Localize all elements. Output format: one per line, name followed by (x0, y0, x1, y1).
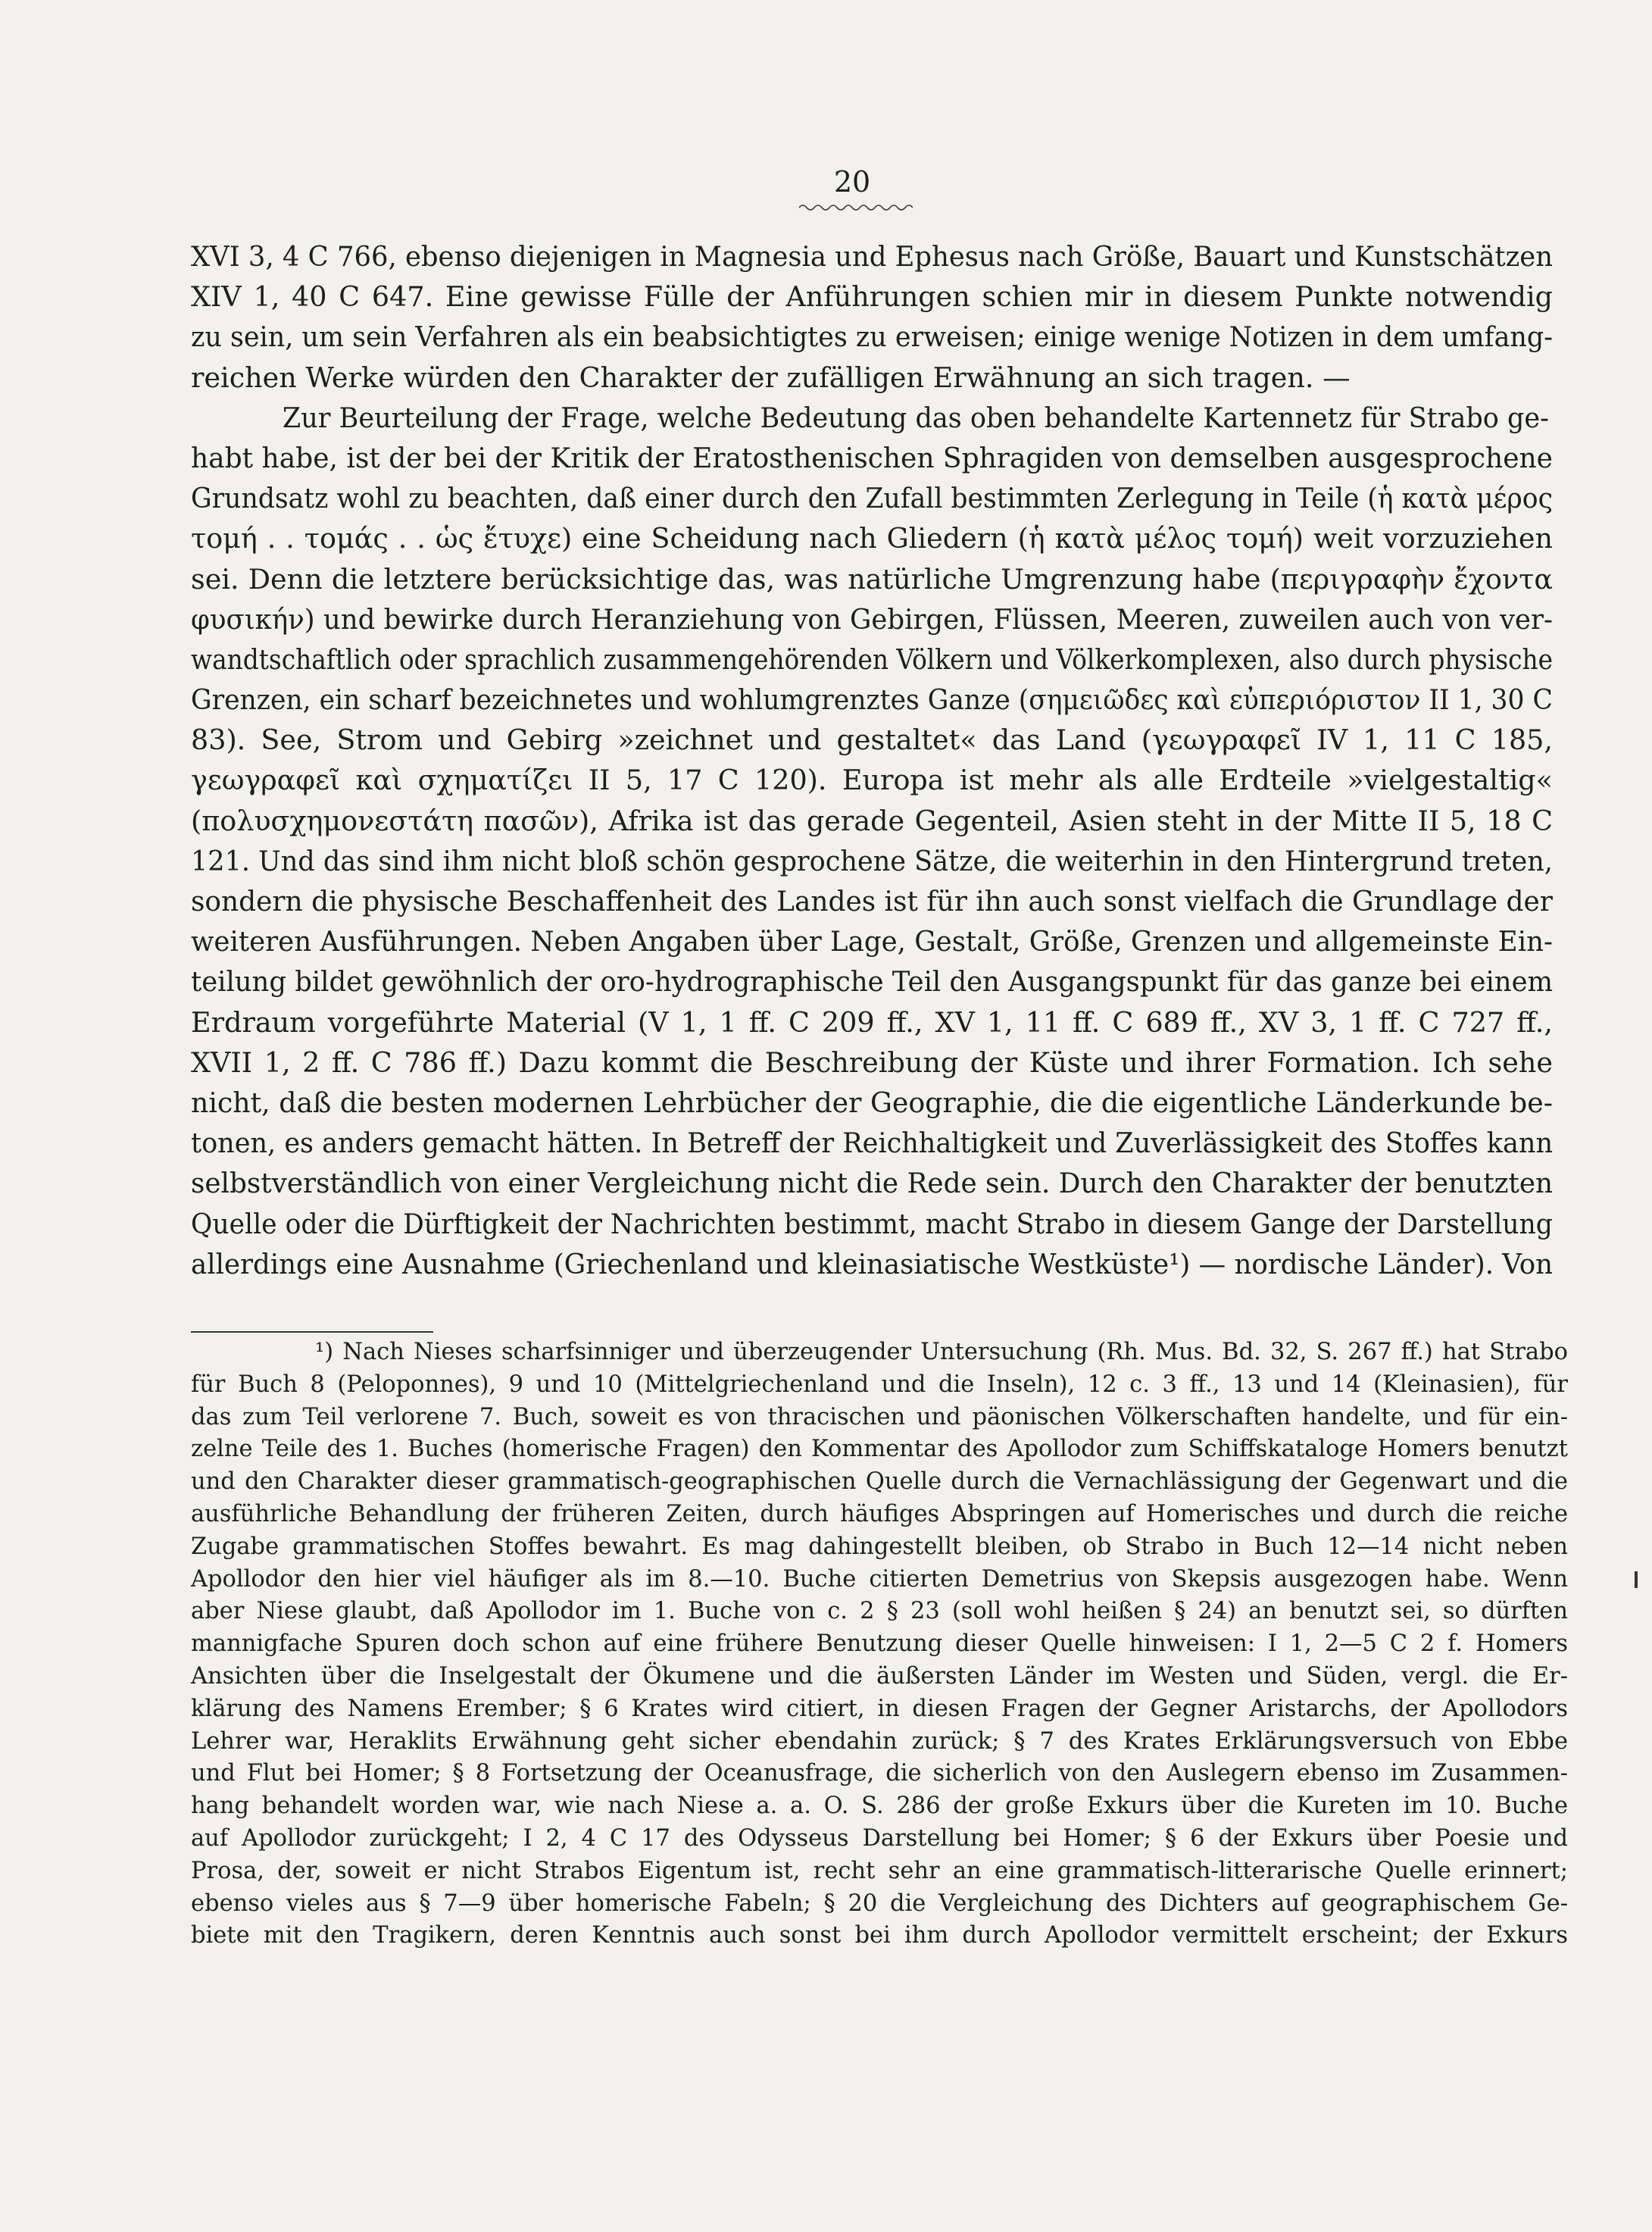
footnote-line: Zugabe grammatischen Stoffes bewahrt. Es mag dahingestellt bleiben, ob Strabo in Buch 12—14 nicht neben (191, 1533, 1568, 1560)
text-line: sei. Denn die letztere berücksichtige das, was natürliche Umgrenzung habe (περιγραφὴν ἔχοντα (191, 562, 1553, 596)
footnote-line: aber Niese glaubt, daß Apollodor im 1. Buche von c. 2 § 23 (soll wohl heißen § 24) an benutzt sei, so dürften (191, 1598, 1568, 1625)
text-line: XVII 1, 2 ff. C 786 ff.) Dazu kommt die Beschreibung der Küste und ihrer Formation. Ich sehe (191, 1046, 1553, 1079)
footnote-line: ¹) Nach Nieses scharfsinniger und überzeugender Untersuchung (Rh. Mus. Bd. 32, S. 267 ff.) hat Strabo (315, 1339, 1568, 1365)
footnote-line: und den Charakter dieser grammatisch-geographischen Quelle durch die Vernachlässigung der Gegenwart und die (191, 1468, 1568, 1496)
footnote-line: klärung des Namens Erember; § 6 Krates wird citiert, in diesen Fragen der Gegner Aristarchs, der Apollodors (191, 1695, 1568, 1722)
footnote-line: das zum Teil verlorene 7. Buch, soweit es von thracischen und päonischen Völkerschaften handelte, und für ein- (191, 1403, 1568, 1430)
text-line: reichen Werke würden den Charakter der zufälligen Erwähnung an sich tragen. — (191, 361, 1351, 394)
footnote-line: auf Apollodor zurückgeht; I 2, 4 C 17 des Odysseus Darstellung bei Homer; § 6 der Exkurs über Poesie und (191, 1824, 1568, 1852)
text-line: 121. Und das sind ihm nicht bloß schön gesprochene Sätze, die weiterhin in den Hintergrund treten, (191, 844, 1553, 877)
text-line: γεωγραφεῖ καὶ σχηματίζει II 5, 17 C 120). Europa ist mehr als alle Erdteile »vielgestaltig« (191, 764, 1553, 797)
text-line: (πολυσχημονεστάτη πασῶν), Afrika ist das gerade Gegenteil, Asien steht in der Mitte II 5, 18 C (191, 804, 1553, 837)
text-line: XIV 1, 40 C 647. Eine gewisse Fülle der Anführungen schien mir in diesem Punkte notwendig (191, 280, 1553, 314)
footnote-line: ausführliche Behandlung der früheren Zeiten, durch häufiges Abspringen auf Homerisches und durch die reiche (191, 1500, 1568, 1527)
main-text (191, 236, 1553, 1284)
footnote-line: Lehrer war, Heraklits Erwähnung geht sicher ebendahin zurück; § 7 des Krates Erklärungsversuch von Ebbe (191, 1727, 1568, 1755)
text-line: τομή . . τομάς . . ὡς ἔτυχε) eine Scheidung nach Gliedern (ἡ κατὰ μέλος τομή) weit vorzuziehen (191, 522, 1553, 555)
footnote-line: für Buch 8 (Peloponnes), 9 und 10 (Mittelgriechenland und die Inseln), 12 c. 3 ff., 13 und 14 (Kleinasien), für (191, 1371, 1568, 1398)
footnote-line: biete mit den Tragikern, deren Kenntnis auch sonst bei ihm durch Apollodor vermittelt erscheint; der Exkurs (191, 1922, 1568, 1949)
text-line: φυσικήν) und bewirke durch Heranziehung von Gebirgen, Flüssen, Meeren, zuweilen auch von ver- (191, 602, 1554, 636)
text-line: habt habe, ist der bei der Kritik der Eratosthenischen Sphragiden von demselben ausgesprochene (191, 441, 1553, 474)
footnote-line: und Flut bei Homer; § 8 Fortsetzung der Oceanusfrage, die sicherlich von den Auslegern ebenso im Zusammen- (191, 1760, 1568, 1787)
footnote-separator (191, 1331, 433, 1333)
text-line: weiteren Ausführungen. Neben Angaben über Lage, Gestalt, Größe, Grenzen und allgemeinste Ein- (191, 925, 1554, 958)
text-line: Grenzen, ein scharf bezeichnetes und wohlumgrenztes Ganze (σημειῶδες καὶ εὐπεριόριστον II 1, 30 C (191, 683, 1553, 717)
footnote-line: Ansichten über die Inselgestalt der Ökumene und die äußersten Länder im Westen und Süden, vergl. die Er- (191, 1662, 1568, 1690)
text-line: tonen, es anders gemacht hätten. In Betreff der Reichhaltigkeit und Zuverlässigkeit des Stoffes kann (191, 1127, 1554, 1160)
ornamental-wave-rule (799, 203, 913, 212)
footnote-line: Apollodor den hier viel häufiger als im 8.—10. Buche citierten Demetrius von Skepsis ausgezogen habe. Wenn (191, 1565, 1568, 1593)
text-line: allerdings eine Ausnahme (Griechenland und kleinasiatische Westküste¹) — nordische Länder). Von (191, 1247, 1554, 1280)
footnote-line: hang behandelt worden war, wie nach Niese a. a. O. S. 286 der große Exkurs über die Kureten im 10. Buche (191, 1793, 1568, 1820)
text-line: nicht, daß die besten modernen Lehrbücher der Geographie, die die eigentliche Länderkunde be- (191, 1086, 1553, 1119)
text-line: sondern die physische Beschaffenheit des Landes ist für ihn auch sonst vielfach die Grundlage der (191, 885, 1553, 917)
page-number: 20 (833, 165, 871, 199)
footnote-line: ebenso vieles aus § 7—9 über homerische Fabeln; § 20 die Vergleichung des Dichters auf geographischem Ge- (191, 1890, 1568, 1917)
text-line: Erdraum vorgeführte Material (V 1, 1 ff. C 209 ff., XV 1, 11 ff. C 689 ff., XV 3, 1 ff. C 727 ff., (191, 1005, 1553, 1039)
text-line: teilung bildet gewöhnlich der oro-hydrographische Teil den Ausgangspunkt für das ganze bei einem (191, 965, 1554, 999)
text-line: selbstverständlich von einer Vergleichung nicht die Rede sein. Durch den Charakter der benutzten (191, 1167, 1554, 1200)
text-line: zu sein, um sein Verfahren als ein beabsichtigtes zu erweisen; einige wenige Notizen in dem umfang- (191, 320, 1554, 354)
margin-mark (1635, 1571, 1638, 1588)
text-line: wandtschaftlich oder sprachlich zusammengehörenden Völkern und Völkerkomplexen, also durch physische (191, 642, 1554, 676)
footnote (191, 1336, 1568, 1952)
text-line: 83). See, Strom und Gebirg »zeichnet und gestaltet« das Land (γεωγραφεῖ IV 1, 11 C 185, (191, 724, 1553, 757)
text-line: Grundsatz wohl zu beachten, daß einer durch den Zufall bestimmten Zerlegung in Teile (ἡ κατὰ μέρος (191, 482, 1553, 515)
footnote-line: Prosa, der, soweit er nicht Strabos Eigentum ist, recht sehr an eine grammatisch-litterarische Quelle erinnert; (191, 1857, 1568, 1884)
footnote-line: mannigfache Spuren doch schon auf eine frühere Benutzung dieser Quelle hinweisen: I 1, 2—5 C 2 f. Homers (191, 1630, 1568, 1658)
text-line: XVI 3, 4 C 766, ebenso diejenigen in Magnesia und Ephesus nach Größe, Bauart und Kunstschätzen (191, 240, 1553, 273)
text-line: Zur Beurteilung der Frage, welche Bedeutung das oben behandelte Kartennetz für Strabo ge- (282, 401, 1549, 434)
text-line: Quelle oder die Dürftigkeit der Nachrichten bestimmt, macht Strabo in diesem Gange der Darstellung (191, 1207, 1553, 1240)
footnote-line: zelne Teile des 1. Buches (homerische Fragen) den Kommentar des Apollodor zum Schiffskataloge Homers benutzt (191, 1436, 1568, 1463)
